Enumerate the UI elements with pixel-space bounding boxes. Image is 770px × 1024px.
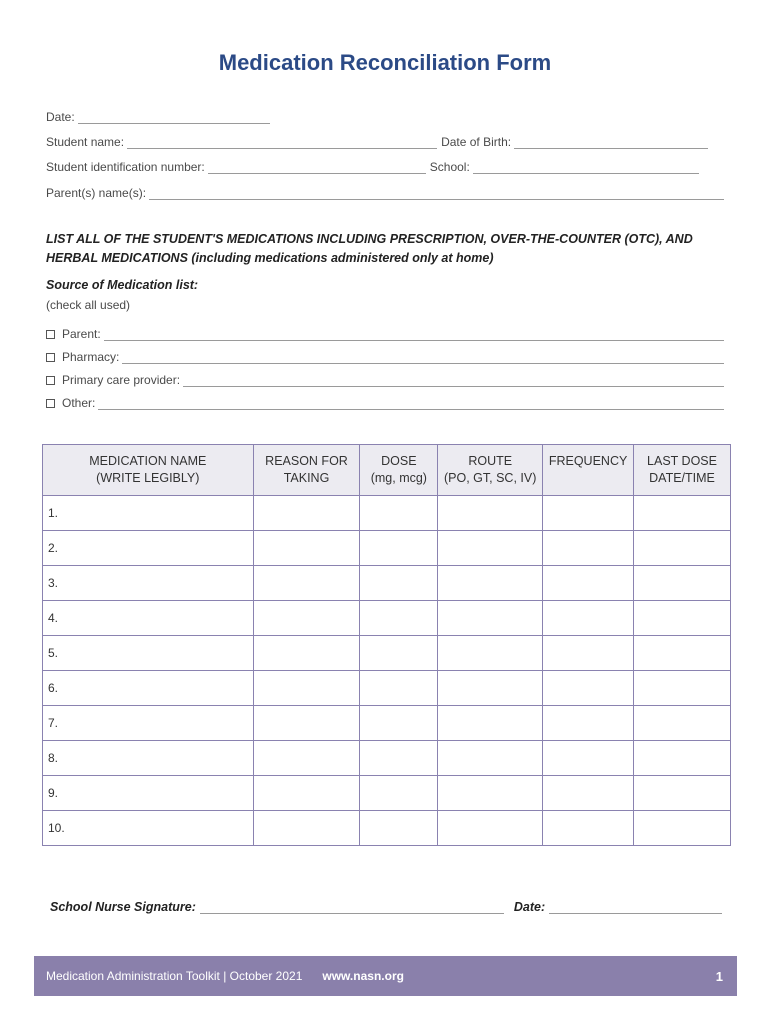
student-name-row — [46, 135, 724, 149]
table-cell[interactable] — [634, 741, 731, 776]
student-name-label: Student name: — [46, 135, 125, 149]
table-cell[interactable] — [634, 531, 731, 566]
table-cell[interactable] — [543, 636, 634, 671]
header-route — [438, 445, 543, 496]
date-field — [46, 110, 270, 124]
row-number[interactable]: 2. — [43, 531, 254, 566]
school-label: School: — [429, 160, 470, 174]
table-row — [43, 531, 731, 566]
table-cell[interactable] — [360, 811, 438, 846]
table-cell[interactable] — [543, 811, 634, 846]
page-footer — [34, 956, 737, 996]
table-cell[interactable] — [360, 706, 438, 741]
header-line: (WRITE LEGIBLY) — [96, 471, 200, 485]
table-cell[interactable] — [360, 671, 438, 706]
source-heading: Source of Medication list: — [46, 278, 199, 292]
table-row — [43, 811, 731, 846]
table-cell[interactable] — [253, 566, 360, 601]
row-number[interactable]: 8. — [43, 741, 254, 776]
table-cell[interactable] — [438, 811, 543, 846]
table-row — [43, 776, 731, 811]
table-cell[interactable] — [634, 811, 731, 846]
header-last-dose — [634, 445, 731, 496]
table-cell[interactable] — [634, 566, 731, 601]
parent-checkbox[interactable] — [46, 330, 55, 339]
other-input-line[interactable] — [98, 399, 724, 410]
table-cell[interactable] — [543, 496, 634, 531]
parents-row — [46, 186, 724, 200]
parent-input-line[interactable] — [104, 330, 724, 341]
table-cell[interactable] — [543, 706, 634, 741]
source-option-label: Parent: — [62, 327, 101, 341]
student-id-label: Student identification number: — [46, 160, 205, 174]
table-cell[interactable] — [253, 601, 360, 636]
table-cell[interactable] — [543, 566, 634, 601]
table-cell[interactable] — [543, 776, 634, 811]
header-frequency — [543, 445, 634, 496]
table-cell[interactable] — [438, 496, 543, 531]
row-number[interactable]: 7. — [43, 706, 254, 741]
table-cell[interactable] — [360, 776, 438, 811]
footer-url-link[interactable]: www.nasn.org — [322, 969, 404, 983]
table-header-row — [43, 445, 731, 496]
signature-date-line[interactable] — [549, 903, 722, 914]
date-label: Date: — [46, 110, 75, 124]
table-cell[interactable] — [634, 671, 731, 706]
row-number[interactable]: 1. — [43, 496, 254, 531]
table-cell[interactable] — [543, 671, 634, 706]
table-cell[interactable] — [360, 601, 438, 636]
student-id-row — [46, 160, 724, 174]
source-option-label: Other: — [62, 396, 96, 410]
footer-text: Medication Administration Toolkit | October 2021 — [46, 969, 303, 983]
table-row — [43, 671, 731, 706]
table-cell[interactable] — [253, 706, 360, 741]
table-row — [43, 706, 731, 741]
table-cell[interactable] — [543, 531, 634, 566]
page-title: Medication Reconciliation Form — [218, 50, 552, 75]
parents-input-line[interactable] — [149, 189, 724, 200]
header-line: ROUTE — [468, 454, 513, 468]
header-reason — [253, 445, 360, 496]
signature-row — [50, 900, 722, 914]
header-dose — [360, 445, 438, 496]
header-line: (mg, mcg) — [370, 471, 427, 485]
table-row — [43, 601, 731, 636]
table-cell[interactable] — [543, 601, 634, 636]
table-cell[interactable] — [438, 671, 543, 706]
header-line: FREQUENCY — [548, 454, 628, 468]
parents-label: Parent(s) name(s): — [46, 186, 147, 200]
row-number[interactable]: 6. — [43, 671, 254, 706]
source-option-pharmacy — [46, 350, 724, 364]
table-cell[interactable] — [438, 706, 543, 741]
header-line: TAKING — [283, 471, 330, 485]
source-option-label: Primary care provider: — [62, 373, 181, 387]
page-number: 1 — [715, 968, 723, 984]
header-line: MEDICATION NAME — [89, 454, 207, 468]
dob-label: Date of Birth: — [441, 135, 512, 149]
table-cell[interactable] — [360, 566, 438, 601]
header-line: DOSE — [381, 454, 417, 468]
source-option-parent — [46, 327, 724, 341]
instructions-text: LIST ALL OF THE STUDENT'S MEDICATIONS INCLUDING PRESCRIPTION, OVER-THE-COUNTER (OTC), AND HERBAL MEDICATIONS (including medications administered only at home) — [46, 232, 693, 265]
table-cell[interactable] — [253, 496, 360, 531]
table-cell[interactable] — [438, 741, 543, 776]
table-cell[interactable] — [438, 601, 543, 636]
table-cell[interactable] — [438, 776, 543, 811]
student-name-input-line[interactable] — [127, 138, 437, 149]
pharmacy-input-line[interactable] — [122, 353, 724, 364]
table-cell[interactable] — [634, 706, 731, 741]
dob-input-line[interactable] — [514, 138, 708, 149]
other-checkbox[interactable] — [46, 399, 55, 408]
table-cell[interactable] — [253, 636, 360, 671]
table-row — [43, 636, 731, 671]
primary-care-input-line[interactable] — [183, 376, 724, 387]
medication-table — [42, 444, 731, 846]
header-line: DATE/TIME — [649, 471, 715, 485]
student-id-input-line[interactable] — [208, 163, 426, 174]
table-cell[interactable] — [360, 741, 438, 776]
table-row — [43, 741, 731, 776]
row-number[interactable]: 5. — [43, 636, 254, 671]
table-cell[interactable] — [438, 531, 543, 566]
table-cell[interactable] — [634, 496, 731, 531]
row-number[interactable]: 3. — [43, 566, 254, 601]
source-note: (check all used) — [46, 298, 131, 312]
table-row — [43, 566, 731, 601]
row-number[interactable]: 4. — [43, 601, 254, 636]
table-cell[interactable] — [634, 636, 731, 671]
primary-care-checkbox[interactable] — [46, 376, 55, 385]
header-line: LAST DOSE — [647, 454, 717, 468]
table-cell[interactable] — [438, 636, 543, 671]
table-cell[interactable] — [360, 636, 438, 671]
source-option-label: Pharmacy: — [62, 350, 120, 364]
signature-date-label: Date: — [513, 900, 546, 914]
table-cell[interactable] — [634, 601, 731, 636]
nurse-signature-line[interactable] — [200, 903, 504, 914]
source-option-other — [46, 396, 724, 410]
table-cell[interactable] — [253, 671, 360, 706]
table-cell[interactable] — [360, 531, 438, 566]
table-cell[interactable] — [360, 496, 438, 531]
row-number[interactable]: 9. — [43, 776, 254, 811]
nurse-signature-label: School Nurse Signature: — [50, 900, 196, 914]
table-row — [43, 496, 731, 531]
table-cell[interactable] — [438, 566, 543, 601]
source-option-primary-care — [46, 373, 724, 387]
header-line: (PO, GT, SC, IV) — [444, 471, 537, 485]
header-line: REASON FOR — [265, 454, 348, 468]
table-cell[interactable] — [543, 741, 634, 776]
table-cell[interactable] — [253, 741, 360, 776]
school-input-line[interactable] — [473, 163, 699, 174]
table-cell[interactable] — [253, 531, 360, 566]
date-input-line[interactable] — [78, 113, 270, 124]
table-cell[interactable] — [253, 811, 360, 846]
header-medication-name — [43, 445, 254, 496]
table-cell[interactable] — [253, 776, 360, 811]
table-cell[interactable] — [634, 776, 731, 811]
pharmacy-checkbox[interactable] — [46, 353, 55, 362]
row-number[interactable]: 10. — [43, 811, 254, 846]
